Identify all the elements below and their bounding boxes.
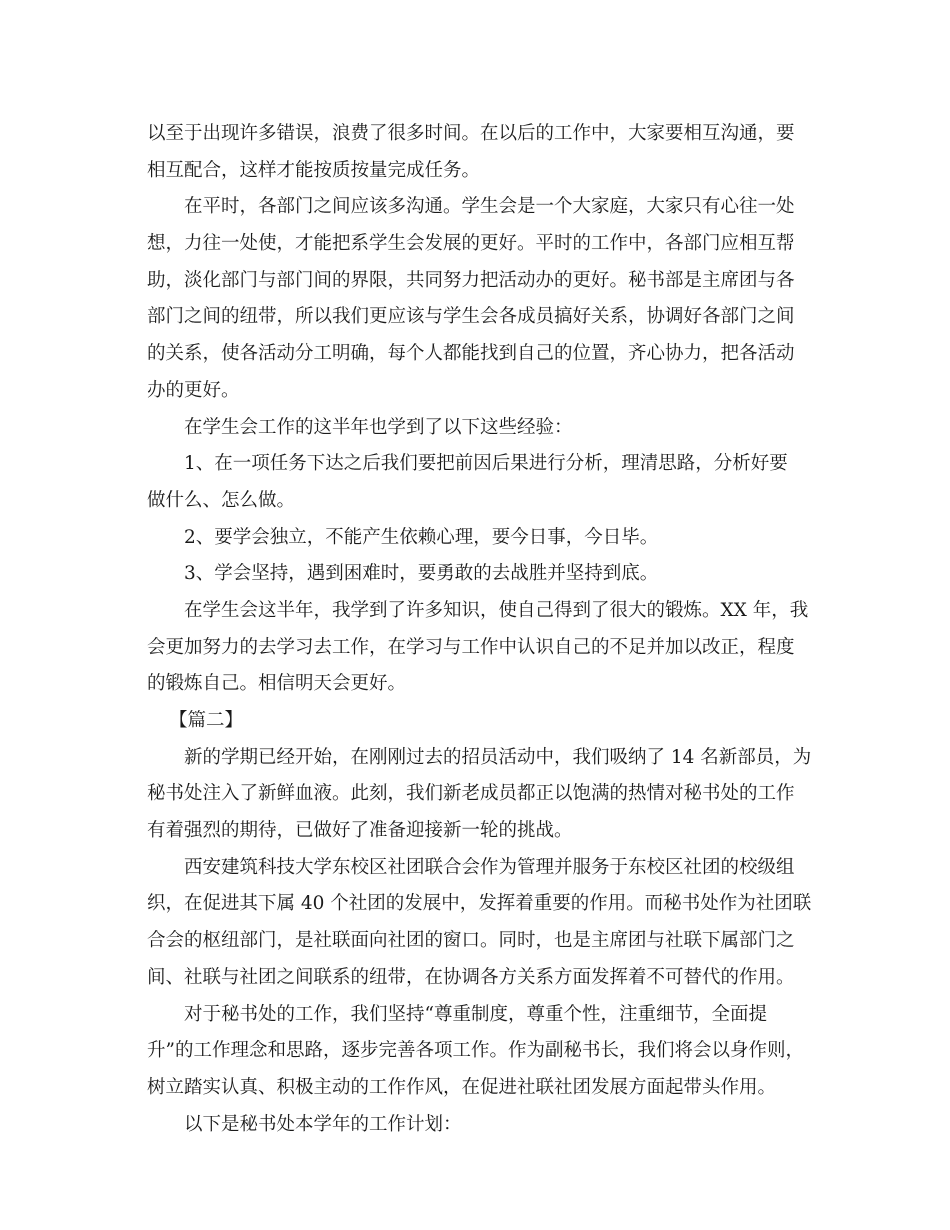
text-line-3: 在平时，各部门之间应该多沟通。学生会是一个大家庭，大家只有心往一处 bbox=[184, 196, 795, 218]
text-line-20: 有着强烈的期待，已做好了准备迎接新一轮的挑战。 bbox=[147, 820, 573, 842]
text-line-5: 助，淡化部门与部门间的界限，共同努力把活动办的更好。秘书部是主席团与各 bbox=[147, 269, 795, 291]
text-line-28: 以下是秘书处本学年的工作计划： bbox=[184, 1113, 462, 1135]
text-line-26: 升”的工作理念和思路，逐步完善各项工作。作为副秘书长，我们将会以身作则， bbox=[147, 1040, 804, 1062]
section-heading: 【篇二】 bbox=[169, 710, 244, 731]
text-line-22: 织，在促进其下属 40 个社团的发展中，发挥着重要的作用。而秘书处作为社团联 bbox=[147, 893, 812, 915]
text-line-1: 以至于出现许多错误，浪费了很多时间。在以后的工作中，大家要相互沟通，要 bbox=[147, 123, 795, 144]
text-line-13: 3、学会坚持，遇到困难时，要勇敢的去战胜并坚持到底。 bbox=[184, 563, 659, 585]
text-line-15: 会更加努力的去学习去工作，在学习与工作中认识自己的不足并加以改正，程度 bbox=[147, 636, 795, 658]
text-line-12: 2、要学会独立，不能产生依赖心理，要今日事，今日毕。 bbox=[184, 526, 659, 548]
document-body bbox=[147, 116, 812, 1143]
text-line-11: 做什么、怎么做。 bbox=[147, 489, 296, 511]
text-line-14: 在学生会这半年，我学到了许多知识，使自己得到了很大的锻炼。XX 年，我 bbox=[184, 599, 809, 621]
text-line-6: 部门之间的纽带，所以我们更应该与学生会各成员搞好关系，协调好各部门之间 bbox=[147, 306, 795, 328]
text-line-8: 办的更好。 bbox=[147, 379, 240, 401]
text-line-25: 对于秘书处的工作，我们坚持“尊重制度，尊重个性，注重细节，全面提 bbox=[184, 1003, 767, 1025]
text-line-7: 的关系，使各活动分工明确，每个人都能找到自己的位置，齐心协力，把各活动 bbox=[147, 343, 795, 365]
text-line-23: 合会的枢纽部门，是社联面向社团的窗口。同时，也是主席团与社联下属部门之 bbox=[147, 930, 795, 952]
text-line-9: 在学生会工作的这半年也学到了以下这些经验： bbox=[184, 416, 573, 438]
text-line-16: 的锻炼自己。相信明天会更好。 bbox=[147, 673, 407, 695]
text-line-4: 想，力往一处使，才能把系学生会发展的更好。平时的工作中，各部门应相互帮 bbox=[147, 233, 795, 255]
text-line-2: 相互配合，这样才能按质按量完成任务。 bbox=[147, 159, 481, 181]
text-line-24: 间、社联与社团之间联系的纽带，在协调各方关系方面发挥着不可替代的作用。 bbox=[147, 966, 795, 988]
text-line-21: 西安建筑科技大学东校区社团联合会作为管理并服务于东校区社团的校级组 bbox=[184, 856, 795, 878]
text-line-27: 树立踏实认真、积极主动的工作作风，在促进社联社团发展方面起带头作用。 bbox=[147, 1076, 777, 1098]
text-line-10: 1、在一项任务下达之后我们要把前因后果进行分析，理清思路，分析好要 bbox=[184, 453, 788, 475]
text-line-18: 新的学期已经开始，在刚刚过去的招员活动中，我们吸纳了 14 名新部员，为 bbox=[184, 746, 812, 768]
text-line-19: 秘书处注入了新鲜血液。此刻，我们新老成员都正以饱满的热情对秘书处的工作 bbox=[147, 783, 795, 805]
